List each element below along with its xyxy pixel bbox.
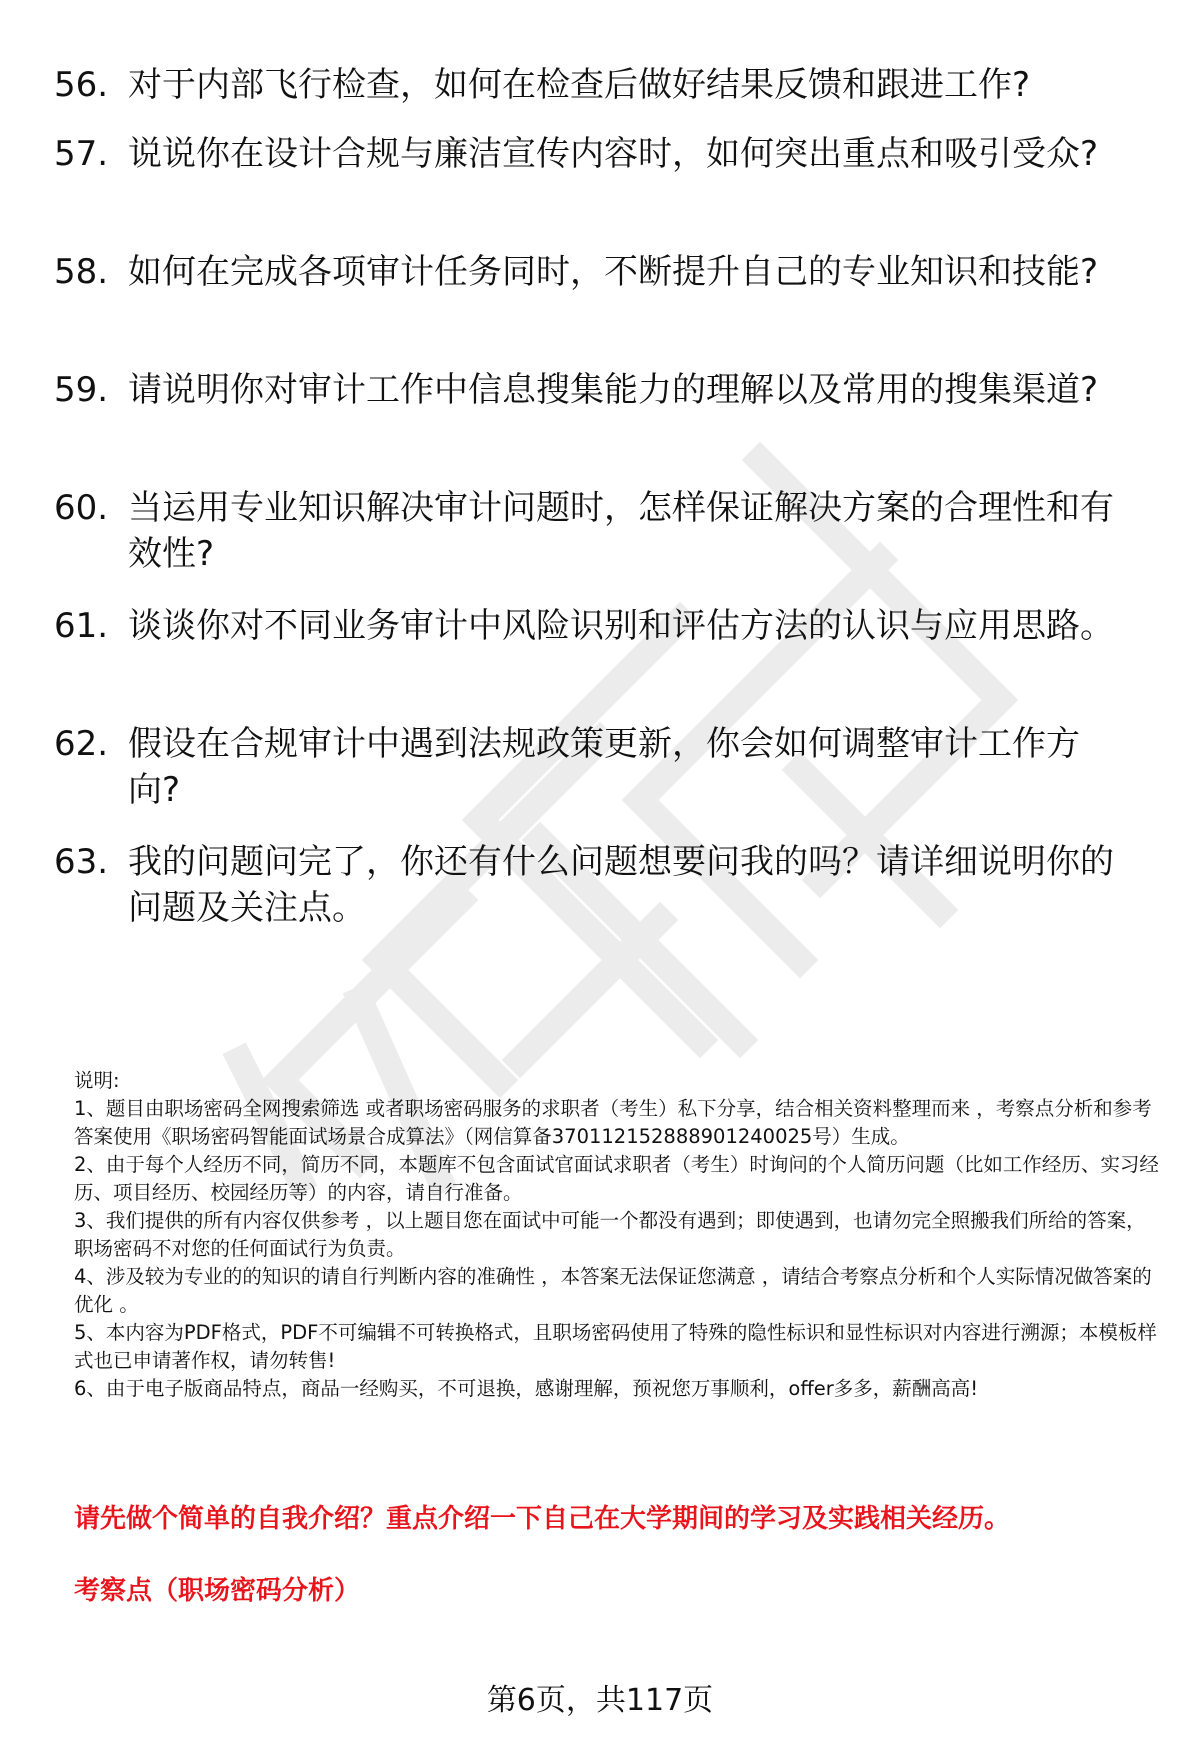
question-text: 假设在合规审计中遇到法规政策更新，你会如何调整审计工作方向? [128,724,1080,810]
notes-item-2: 2、由于每个人经历不同，简历不同，本题库不包含面试官面试求职者（考生）时询问的个人简历问题（比如工作经历、实习经历、项目经历、校园经历等）的内容，请自行准备。 [74,1153,1159,1204]
notes-item-3: 3、我们提供的所有内容仅供参考 ，以上题目您在面试中可能一个都没有遇到；即使遇到，也请勿完全照搬我们所给的答案，职场密码不对您的任何面试行为负责。 [74,1209,1146,1260]
page-number: 第6页，共117页 [486,1683,714,1718]
question-item-56 [54,62,1154,108]
question-number: 61. [54,606,109,646]
question-text: 谈谈你对不同业务审计中风险识别和评估方法的认识与应用思路。 [128,606,1114,646]
question-number: 58. [54,252,109,292]
question-item-61 [54,603,1154,649]
notes-item-6: 6、由于电子版商品特点，商品一经购买，不可退换，感谢理解，预祝您万事顺利，offer多多，薪酬高高! [74,1377,979,1400]
question-number: 59. [54,370,109,410]
question-number: 63. [54,842,109,882]
question-text: 如何在完成各项审计任务同时，不断提升自己的专业知识和技能? [128,252,1099,292]
notes-item-1: 1、题目由职场密码全网搜索筛选 或者职场密码服务的求职者（考生）私下分享，结合相关资料整理而来 ，考察点分析和参考答案使用《职场密码智能面试场景合成算法》（网信算备370112152888901240025号）生成。 [74,1097,1152,1148]
question-item-58 [54,249,1154,295]
question-text: 请说明你对审计工作中信息搜集能力的理解以及常用的搜集渠道? [128,370,1099,410]
question-item-62 [54,721,1154,813]
question-text: 我的问题问完了，你还有什么问题想要问我的吗？请详细说明你的问题及关注点。 [128,842,1114,928]
question-number: 57. [54,134,109,174]
question-text: 对于内部飞行检查，如何在检查后做好结果反馈和跟进工作? [128,65,1031,105]
notes-item-4: 4、涉及较为专业的的知识的请自行判断内容的准确性 ，本答案无法保证您满意 ，请结合考察点分析和个人实际情况做答案的优化 。 [74,1265,1152,1316]
analysis-heading: 考察点（职场密码分析） [74,1576,361,1606]
question-item-59 [54,367,1154,413]
disclaimer-notes [74,1067,1164,1403]
question-number: 56. [54,65,109,105]
question-number: 62. [54,724,109,764]
question-item-60 [54,485,1154,577]
notes-title: 说明: [74,1069,120,1092]
question-item-57 [54,131,1154,177]
question-number: 60. [54,488,109,528]
highlight-question: 请先做个简单的自我介绍？重点介绍一下自己在大学期间的学习及实践相关经历。 [74,1504,1011,1534]
question-text: 说说你在设计合规与廉洁宣传内容时，如何突出重点和吸引受众? [128,134,1099,174]
notes-item-5: 5、本内容为PDF格式，PDF不可编辑不可转换格式，且职场密码使用了特殊的隐性标识和显性标识对内容进行溯源；本模板样式也已申请著作权，请勿转售! [74,1321,1157,1372]
question-text: 当运用专业知识解决审计问题时，怎样保证解决方案的合理性和有效性? [128,488,1114,574]
question-item-63 [54,839,1154,931]
